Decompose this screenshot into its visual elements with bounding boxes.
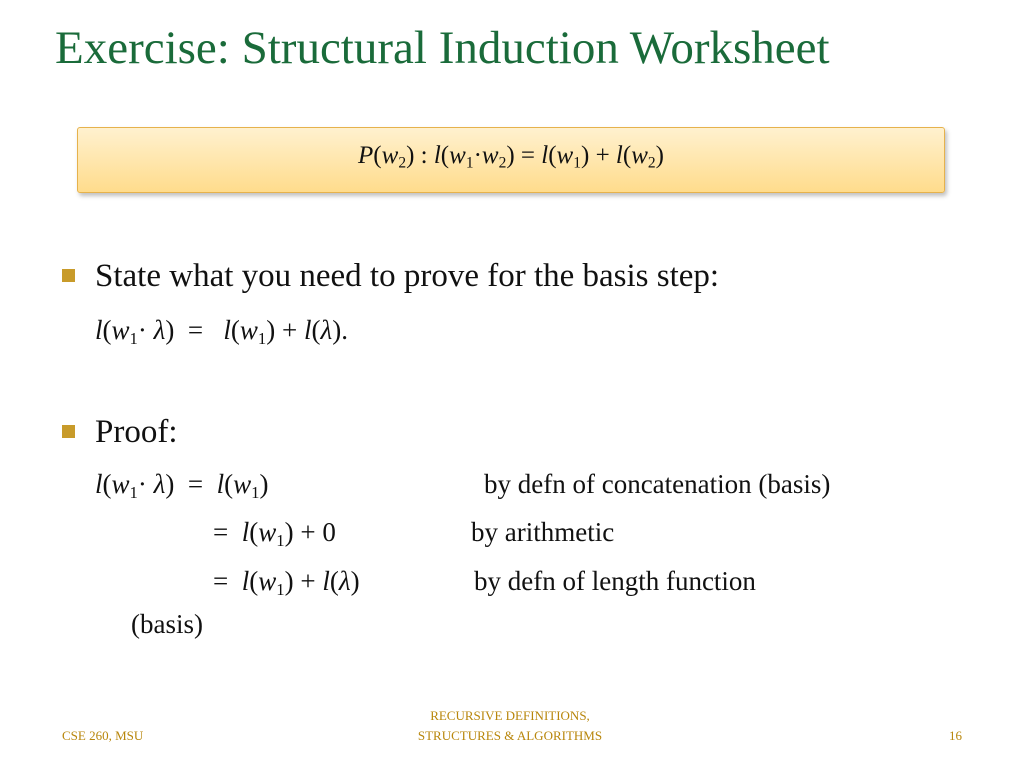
bullet-proof-text: Proof: bbox=[95, 414, 178, 450]
footer-course: CSE 260, MSU bbox=[62, 728, 144, 743]
footer-topic: RECURSIVE DEFINITIONS, STRUCTURES & ALGORITHMS bbox=[417, 708, 603, 743]
slide-title: Exercise: Structural Induction Worksheet bbox=[55, 22, 830, 74]
predicate-formula-box: $P(w_2)$ : $l(w_1\cdot w_2) = l(w_1) + l(w_2)$ bbox=[77, 127, 945, 193]
proof-line-3-reason: by defn of length function bbox=[474, 566, 756, 596]
proof-line-3-rhs: = $l(w_1) + l(\lambda)$ bbox=[213, 566, 360, 600]
footer-page-number: 16 bbox=[949, 728, 962, 743]
bullet-basis-text: State what you need to prove for the basis step: bbox=[95, 258, 720, 294]
proof-line-1-reason: by defn of concatenation (basis) bbox=[484, 469, 831, 499]
proof-line-3-continuation: (basis) bbox=[131, 609, 203, 639]
bullet-basis-step bbox=[62, 258, 719, 295]
proof-line-2-reason: by arithmetic bbox=[471, 517, 615, 547]
bullet-marker bbox=[62, 269, 75, 282]
bullet-proof bbox=[62, 414, 178, 451]
proof-line-1-lhs: $l(w_1\cdot \lambda) = l(w_1)$ bbox=[95, 469, 269, 503]
basis-statement: $l(w_1\cdot \lambda) = l(w_1) + l(\lambda)$. bbox=[95, 315, 348, 349]
bullet-marker bbox=[62, 425, 75, 438]
proof-line-2-rhs: = $l(w_1) + 0$ bbox=[213, 517, 336, 551]
